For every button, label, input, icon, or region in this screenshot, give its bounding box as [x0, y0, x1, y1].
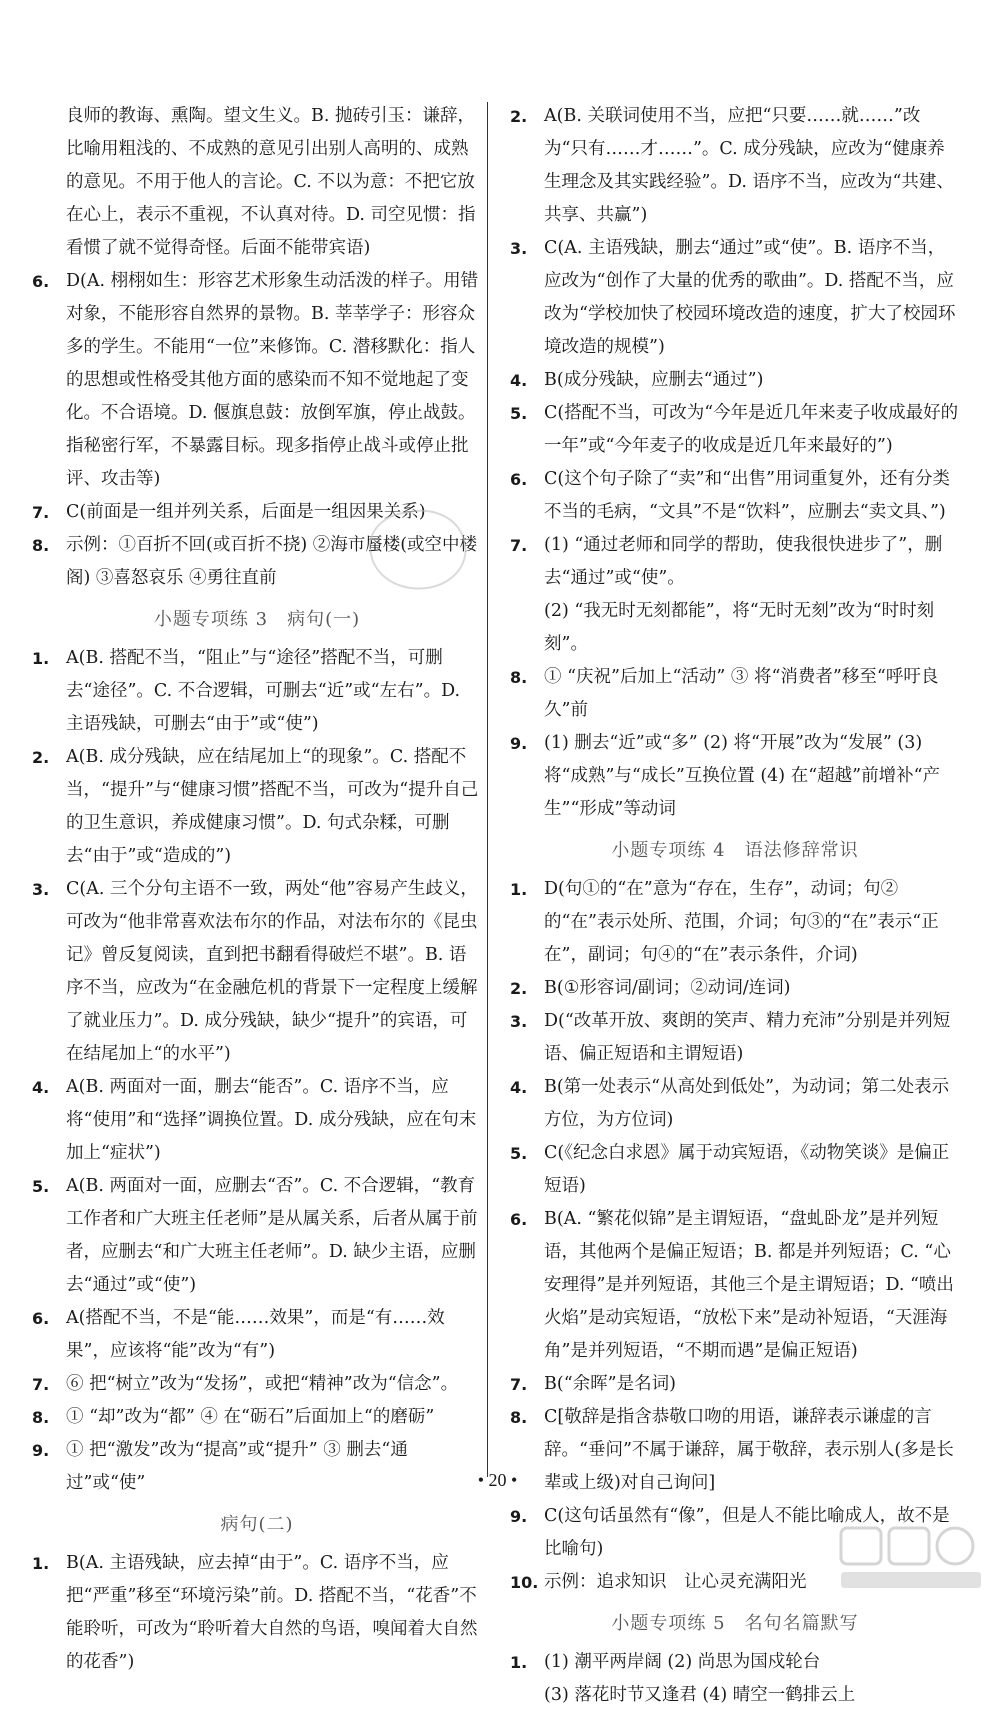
- answer-text: B(A. “繁花似锦”是主谓短语，“盘虬卧龙”是并列短语，其他两个是偏正短语；B. 都是并列短语；C. “心安理得”是并列短语，其他三个是主谓短语；D. “喷出火焰”是动宾短语，“放松下来”是动补短语，“天涯海角”是并列短语，“不期而遇”是偏正短语): [544, 1209, 954, 1361]
- answer-text: B(成分残缺，应删去“通过”): [544, 370, 764, 390]
- answer-text: (3) 落花时节又逢君 (4) 晴空一鹤排云上: [544, 1685, 856, 1705]
- answer-number: 8.: [32, 536, 50, 555]
- answer-number: 5.: [510, 1144, 528, 1163]
- answer-item: [510, 529, 960, 595]
- answer-number: 8.: [32, 1408, 50, 1427]
- answer-text: (1) 删去“近”或“多” (2) 将“开展”改为“发展” (3) 将“成熟”与“成长”互换位置 (4) 在“超越”前增补“产生”“形成”等动词: [544, 733, 941, 819]
- section-heading: 小题专项练 5 名句名篇默写: [611, 1613, 859, 1634]
- answer-text: ⑥ 把“树立”改为“发扬”，或把“精神”改为“信念”。: [66, 1374, 459, 1394]
- answer-item: [510, 1071, 960, 1137]
- answer-number: 9.: [510, 1507, 528, 1526]
- answer-text: B(①形容词/副词；②动词/连词): [544, 978, 791, 998]
- answer-item: [32, 1547, 482, 1679]
- section-heading: 小题专项练 4 语法修辞常识: [611, 840, 859, 861]
- answer-item: [510, 1679, 960, 1712]
- answer-item: [32, 1302, 482, 1368]
- answer-text: C(A. 主语残缺，删去“通过”或“使”。B. 语序不当，应改为“创作了大量的优秀的歌曲”。D. 搭配不当，应改为“学校加快了校园环境改造的速度，扩大了校园环境改造的规模”): [544, 238, 956, 357]
- section-heading: 小题专项练 3 病句(一): [153, 609, 361, 630]
- answer-number: 4.: [32, 1078, 50, 1097]
- answer-item: [510, 972, 960, 1005]
- answer-item: [510, 463, 960, 529]
- answer-number: 7.: [510, 536, 528, 555]
- continued-answer: [32, 100, 482, 265]
- answer-item: [510, 232, 960, 364]
- answer-text: B(“余晖”是名词): [544, 1374, 676, 1394]
- answer-list-c: [32, 1547, 482, 1679]
- answer-list-a: [510, 100, 960, 826]
- answer-text: (1) 潮平两岸阔 (2) 尚思为国戍轮台: [544, 1652, 821, 1672]
- answer-text: 示例：①百折不回(或百折不挠) ②海市蜃楼(或空中楼阁) ③喜怒哀乐 ④勇往直前: [66, 535, 478, 588]
- answer-number: 7.: [32, 1375, 50, 1394]
- answer-number: 8.: [510, 668, 528, 687]
- answer-text: D(“改革开放、爽朗的笑声、精力充沛”分别是并列短语、偏正短语和主谓短语): [544, 1011, 951, 1064]
- answer-number: 9.: [510, 734, 528, 753]
- answer-text: C[敬辞是指含恭敬口吻的用语，谦辞表示谦虚的言辞。“垂问”不属于谦辞，属于敬辞，表示别人(多是长辈或上级)对自己询问]: [544, 1407, 954, 1493]
- answer-text: C(前面是一组并列关系，后面是一组因果关系): [66, 502, 426, 522]
- answer-text: (1) “通过老师和同学的帮助，使我很快进步了”，删去“通过”或“使”。: [544, 535, 943, 588]
- answer-item: [510, 595, 960, 661]
- answer-number: 6.: [510, 470, 528, 489]
- answer-text: A(B. 关联词使用不当，应把“只要……就……”改为“只有……才……”。C. 成分残缺，应改为“健康养生理念及其实践经验”。D. 语序不当，应改为“共建、共享、共赢”): [544, 106, 954, 225]
- answer-text: (2) “我无时无刻都能”，将“无时无刻”改为“时时刻刻”。: [544, 601, 935, 654]
- answer-item: [32, 1170, 482, 1302]
- answer-text: C(《纪念白求恩》属于动宾短语，《动物笑谈》是偏正短语): [544, 1143, 950, 1196]
- answer-item: [510, 727, 960, 826]
- answer-number: 6.: [510, 1210, 528, 1229]
- answer-number: 4.: [510, 371, 528, 390]
- answer-item: [32, 741, 482, 873]
- answer-text: D(A. 栩栩如生：形容艺术形象生动活泼的样子。用错对象，不能形容自然界的景物。B. 莘莘学子：形容众多的学生。不能用“一位”来修饰。C. 潜移默化：指人的思想或性格受其他方面的感染而不知不觉地起了变化。不合语境。D. 偃旗息鼓：放倒军旗，停止战鼓。指秘密行军，不暴露目标。现多指停止战斗或停止批评、攻击等): [66, 271, 479, 489]
- answer-number: 3.: [510, 1012, 528, 1031]
- answer-text: B(第一处表示“从高处到低处”，为动词；第二处表示方位，为方位词): [544, 1077, 950, 1130]
- answer-item: [32, 265, 482, 496]
- answer-text: A(B. 成分残缺，应在结尾加上“的现象”。C. 搭配不当，“提升”与“健康习惯”搭配不当，可改为“提升自己的卫生意识，养成健康习惯”。D. 句式杂糅，可删去“由于”或“造成的”): [66, 747, 479, 866]
- answer-item: [510, 100, 960, 232]
- answer-text: D(句①的“在”意为“存在，生存”，动词；句②的“在”表示处所、范围，介词；句③的“在”表示“正在”，副词；句④的“在”表示条件，介词): [544, 879, 939, 965]
- answer-item: [510, 1203, 960, 1368]
- answer-number: 1.: [32, 1554, 50, 1573]
- answer-item: [510, 1137, 960, 1203]
- answer-item: [510, 1005, 960, 1071]
- answer-text: A(搭配不当，不是“能……效果”，而是“有……效果”，应该将“能”改为“有”): [66, 1308, 445, 1361]
- answer-number: 6.: [32, 272, 50, 291]
- answer-text: A(B. 两面对一面，删去“能否”。C. 语序不当，应将“使用”和“选择”调换位置。D. 成分残缺，应在句末加上“症状”): [66, 1077, 477, 1163]
- answer-number: 4.: [510, 1078, 528, 1097]
- answer-item: [32, 642, 482, 741]
- answer-item: [510, 1368, 960, 1401]
- answer-text: C(这个句子除了“卖”和“出售”用词重复外，还有分类不当的毛病，“文具”不是“饮料”，应删去“卖文具、”): [544, 469, 951, 522]
- answer-number: 5.: [510, 404, 528, 423]
- answer-text: C(搭配不当，可改为“今年是近几年来麦子收成最好的一年”或“今年麦子的收成是近几年来最好的”): [544, 403, 959, 456]
- page-number: • 20 •: [477, 1470, 518, 1490]
- answer-list-b: [32, 642, 482, 1500]
- answer-list-c: [510, 1646, 960, 1712]
- site-logo-icon: [837, 1524, 987, 1594]
- section-heading: 病句(二): [220, 1514, 294, 1535]
- answer-text: ① “庆祝”后加上“活动” ③ 将“消费者”移至“呼吁良久”前: [544, 667, 939, 720]
- answer-text: A(B. 两面对一面，应删去“否”。C. 不合逻辑，“教育工作者和广大班主任老师”是从属关系，后者从属于前者，应删去“和广大班主任老师”。D. 缺少主语，应删去“通过”或“使”): [66, 1176, 478, 1295]
- answer-number: 2.: [32, 748, 50, 767]
- answer-text: ① 把“激发”改为“提高”或“提升” ③ 删去“通过”或“使”: [66, 1440, 408, 1493]
- answer-item: [32, 1401, 482, 1434]
- answer-text: ① “却”改为“都” ④ 在“砺石”后面加上“的磨砺”: [66, 1407, 435, 1427]
- answer-number: 1.: [32, 649, 50, 668]
- answer-number: 10.: [510, 1573, 539, 1592]
- answer-text: A(B. 搭配不当，“阻止”与“途径”搭配不当，可删去“途径”。C. 不合逻辑，可删去“近”或“左右”。D. 主语残缺，可删去“由于”或“使”): [66, 648, 461, 734]
- answer-number: 6.: [32, 1309, 50, 1328]
- answer-number: 2.: [510, 107, 528, 126]
- answer-number: 3.: [32, 880, 50, 899]
- answer-number: 3.: [510, 239, 528, 258]
- answer-text: 示例：追求知识 让心灵充满阳光: [544, 1572, 807, 1592]
- answer-item: [510, 397, 960, 463]
- answer-number: 8.: [510, 1408, 528, 1427]
- answer-number: 2.: [510, 979, 528, 998]
- answer-number: 7.: [32, 503, 50, 522]
- answer-item: [510, 364, 960, 397]
- continued-answer-text: 良师的教诲、熏陶。望文生义。B. 抛砖引玉：谦辞，比喻用粗浅的、不成熟的意见引出别人高明的、成熟的意见。不用于他人的言论。C. 不以为意：不把它放在心上，表示不重视，不认真对待。D. 司空见惯：指看惯了就不觉得奇怪。后面不能带宾语): [66, 106, 476, 258]
- column-divider: [487, 102, 488, 1477]
- answer-item: [32, 873, 482, 1071]
- answer-text: B(A. 主语残缺，应去掉“由于”。C. 语序不当，应把“严重”移至“环境污染”前。D. 搭配不当，“花香”不能聆听，可改为“聆听着大自然的鸟语，嗅闻着大自然的花香”): [66, 1553, 478, 1672]
- answer-text: C(这句话虽然有“像”，但是人不能比喻成人，故不是比喻句): [544, 1506, 950, 1559]
- answer-item: [510, 1646, 960, 1679]
- answer-item: [510, 873, 960, 972]
- left-column: [32, 100, 482, 1679]
- answer-number: 5.: [32, 1177, 50, 1196]
- answer-item: [510, 661, 960, 727]
- answer-number: 7.: [510, 1375, 528, 1394]
- answer-number: 9.: [32, 1441, 50, 1460]
- answer-number: 1.: [510, 880, 528, 899]
- answer-number: 1.: [510, 1653, 528, 1672]
- answer-text: C(A. 三个分句主语不一致，两处“他”容易产生歧义，可改为“他非常喜欢法布尔的作品，对法布尔的《昆虫记》曾反复阅读，直到把书翻看得破烂不堪”。B. 语序不当，应改为“在金融危机的背景下一定程度上缓解了就业压力”。D. 成分残缺，缺少“提升”的宾语，可在结尾加上“的水平”): [66, 879, 478, 1064]
- answer-item: [32, 1071, 482, 1170]
- answer-item: [32, 1368, 482, 1401]
